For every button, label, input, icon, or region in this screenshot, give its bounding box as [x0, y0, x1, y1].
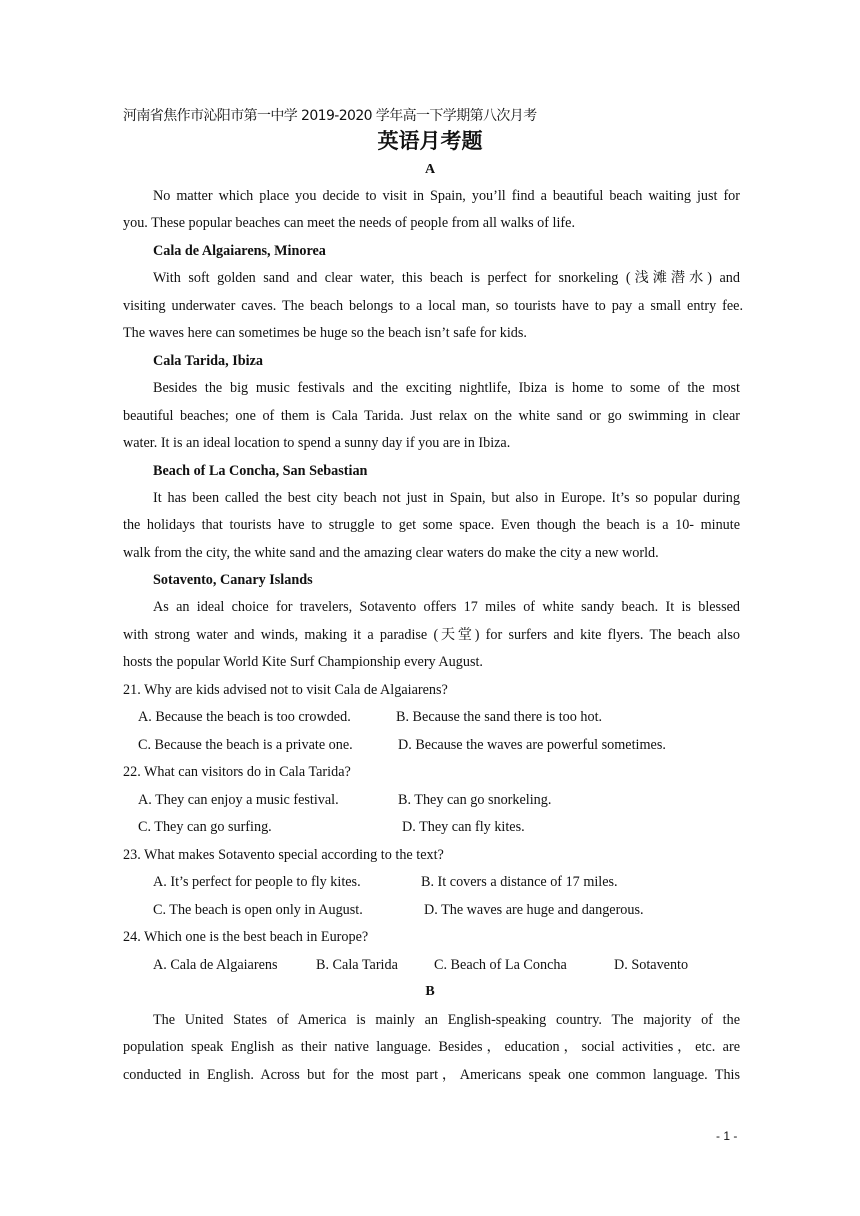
beach-3-line-1: It has been called the best city beach not just in Spain, but also in Europe. It’s so popular during	[153, 490, 740, 506]
beach-2-line-2: beautiful beaches; one of them is Cala Tarida. Just relax on the white sand or go swimming in clear	[123, 408, 740, 424]
exam-source-line: 河南省焦作市沁阳市第一中学 2019-2020 学年高一下学期第八次月考	[123, 108, 537, 124]
question-22-option-c: C. They can go surfing.	[138, 819, 272, 835]
page-title: 英语月考题	[377, 129, 483, 153]
beach-1-name: Cala de Algaiarens, Minorea	[153, 243, 326, 259]
question-22-option-d: D. They can fly kites.	[402, 819, 525, 835]
question-22-stem: 22. What can visitors do in Cala Tarida?	[123, 764, 351, 780]
question-21-option-b: B. Because the sand there is too hot.	[396, 709, 603, 725]
beach-1-line-2: visiting underwater caves. The beach belongs to a local man, so tourists have to pay a small entry fee.	[123, 298, 743, 314]
question-24-option-a: A. Cala de Algaiarens	[153, 957, 278, 973]
question-21-option-a: A. Because the beach is too crowded.	[138, 709, 351, 725]
question-21-option-c: C. Because the beach is a private one.	[138, 737, 353, 753]
question-23-option-b: B. It covers a distance of 17 miles.	[421, 874, 618, 890]
section-b-heading: B	[425, 984, 435, 999]
beach-1-line-3: The waves here can sometimes be huge so the beach isn’t safe for kids.	[123, 325, 527, 341]
question-22-option-a: A. They can enjoy a music festival.	[138, 792, 339, 808]
question-23-option-a: A. It’s perfect for people to fly kites.	[153, 874, 361, 890]
beach-2-name: Cala Tarida, Ibiza	[153, 353, 263, 369]
question-24-option-d: D. Sotavento	[614, 957, 689, 973]
question-23-option-c: C. The beach is open only in August.	[153, 902, 363, 918]
beach-2-line-1: Besides the big music festivals and the exciting nightlife, Ibiza is home to some of the most	[153, 380, 740, 396]
beach-1-line-1: With soft golden sand and clear water, this beach is perfect for snorkeling (浅滩潜水) and	[153, 270, 740, 286]
beach-3-name: Beach of La Concha, San Sebastian	[153, 463, 368, 479]
section-b-line-3: conducted in English. Across but for the most part，Americans speak one common language. This	[123, 1067, 740, 1083]
question-22-option-b: B. They can go snorkeling.	[398, 792, 552, 808]
intro-line-1: No matter which place you decide to visit in Spain, you’ll find a beautiful beach waiting just for	[153, 188, 740, 204]
section-a-heading: A	[424, 162, 436, 177]
section-b-line-2: population speak English as their native language. Besides，education，social activities，etc. are	[123, 1039, 740, 1055]
section-b-line-1: The United States of America is mainly an English-speaking country. The majority of the	[153, 1012, 740, 1028]
question-24-option-b: B. Cala Tarida	[316, 957, 398, 973]
page-number: - 1 -	[716, 1129, 738, 1143]
question-24-option-c: C. Beach of La Concha	[434, 957, 567, 973]
beach-2-line-3: water. It is an ideal location to spend a sunny day if you are in Ibiza.	[123, 435, 511, 451]
beach-4-name: Sotavento, Canary Islands	[153, 572, 313, 588]
question-24-stem: 24. Which one is the best beach in Europe?	[123, 929, 369, 945]
question-21-option-d: D. Because the waves are powerful sometimes.	[398, 737, 666, 753]
beach-4-line-3: hosts the popular World Kite Surf Championship every August.	[123, 654, 483, 670]
beach-4-line-2: with strong water and winds, making it a paradise (天堂) for surfers and kite flyers. The beach also	[123, 627, 740, 643]
beach-3-line-3: walk from the city, the white sand and the amazing clear waters do make the city a new world.	[123, 545, 659, 561]
question-23-option-d: D. The waves are huge and dangerous.	[424, 902, 644, 918]
question-23-stem: 23. What makes Sotavento special according to the text?	[123, 847, 444, 863]
beach-4-line-1: As an ideal choice for travelers, Sotavento offers 17 miles of white sandy beach. It is blessed	[153, 599, 740, 615]
beach-3-line-2: the holidays that tourists have to struggle to get some space. Even though the beach is a 10- minute	[123, 517, 740, 533]
question-21-stem: 21. Why are kids advised not to visit Cala de Algaiarens?	[123, 682, 448, 698]
intro-line-2: you. These popular beaches can meet the needs of people from all walks of life.	[123, 215, 575, 231]
